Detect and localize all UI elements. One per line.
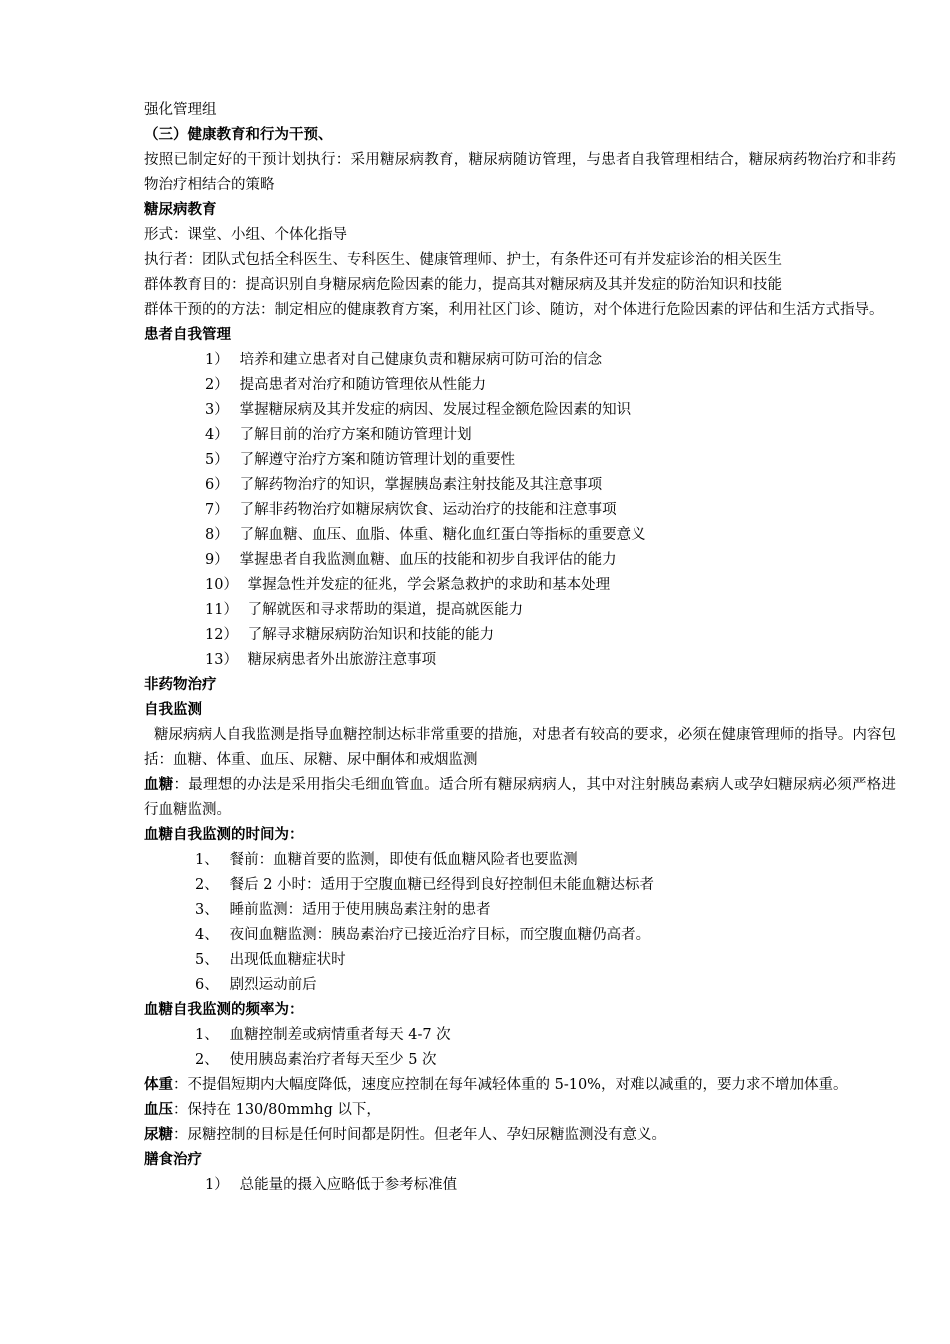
list-item: 6、 剧烈运动前后 — [195, 977, 317, 993]
heading-non-drug-therapy: 非药物治疗 — [144, 677, 217, 693]
heading-self-management: 患者自我管理 — [144, 327, 231, 343]
list-item: 4） 了解目前的治疗方案和随访管理计划 — [205, 427, 472, 443]
list-item: 7） 了解非药物治疗如糖尿病饮食、运动治疗的技能和注意事项 — [205, 502, 617, 518]
list-item: 9） 掌握患者自我监测血糖、血压的技能和初步自我评估的能力 — [205, 552, 617, 568]
monitoring-frequency-list — [144, 1023, 896, 1073]
monitoring-time-list — [144, 848, 896, 998]
list-item: 10） 掌握急性并发症的征兆，学会紧急救护的求助和基本处理 — [205, 577, 611, 593]
self-management-list — [144, 348, 896, 673]
heading-diet-therapy: 膳食治疗 — [144, 1152, 202, 1168]
paragraph-weight: 体重：不提倡短期内大幅度降低，速度应控制在每年减轻体重的 5-10%，对难以减重的，要力求不增加体重。 — [144, 1077, 848, 1093]
line-group-goal: 群体教育目的：提高识别自身糖尿病危险因素的能力，提高其对糖尿病及其并发症的防治知识和技能 — [144, 277, 782, 293]
line-urine-glucose: 尿糖：尿糖控制的目标是任何时间都是阴性。但老年人、孕妇尿糖监测没有意义。 — [144, 1127, 666, 1143]
list-item: 2、 使用胰岛素治疗者每天至少 5 次 — [195, 1052, 437, 1068]
document-page — [144, 98, 896, 1198]
list-item: 5） 了解遵守治疗方案和随访管理计划的重要性 — [205, 452, 516, 468]
list-item: 11） 了解就医和寻求帮助的渠道，提高就医能力 — [205, 602, 524, 618]
line-blood-pressure: 血压：保持在 130/80mmhg 以下， — [144, 1102, 381, 1118]
list-item: 8） 了解血糖、血压、血脂、体重、糖化血红蛋白等指标的重要意义 — [205, 527, 646, 543]
line-format: 形式：课堂、小组、个体化指导 — [144, 227, 347, 243]
list-item: 13） 糖尿病患者外出旅游注意事项 — [205, 652, 437, 668]
list-item: 4、 夜间血糖监测：胰岛素治疗已接近治疗目标，而空腹血糖仍高者。 — [195, 927, 651, 943]
line-executors: 执行者：团队式包括全科医生、专科医生、健康管理师、护士，有条件还可有并发症诊治的相关医生 — [144, 252, 782, 268]
heading-diabetes-education: 糖尿病教育 — [144, 202, 217, 218]
heading-self-monitoring: 自我监测 — [144, 702, 202, 718]
list-item: 5、 出现低血糖症状时 — [195, 952, 346, 968]
list-item: 3、 睡前监测：适用于使用胰岛素注射的患者 — [195, 902, 491, 918]
list-item: 2） 提高患者对治疗和随访管理依从性能力 — [205, 377, 487, 393]
diet-list — [144, 1173, 896, 1198]
list-item: 1、 血糖控制差或病情重者每天 4-7 次 — [195, 1027, 451, 1043]
list-item: 3） 掌握糖尿病及其并发症的病因、发展过程金额危险因素的知识 — [205, 402, 632, 418]
list-item: 1） 培养和建立患者对自己健康负责和糖尿病可防可治的信念 — [205, 352, 603, 368]
paragraph-plan: 按照已制定好的干预计划执行：采用糖尿病教育，糖尿病随访管理，与患者自我管理相结合，糖尿病药物治疗和非药物治疗相结合的策略 — [144, 152, 896, 193]
paragraph-group-method: 群体干预的的方法：制定相应的健康教育方案，利用社区门诊、随访，对个体进行危险因素的评估和生活方式指导。 — [144, 302, 884, 318]
list-item: 12） 了解寻求糖尿病防治知识和技能的能力 — [205, 627, 495, 643]
heading-monitoring-time: 血糖自我监测的时间为： — [144, 827, 304, 843]
heading-monitoring-frequency: 血糖自我监测的频率为： — [144, 1002, 304, 1018]
paragraph-blood-glucose: 血糖：最理想的办法是采用指尖毛细血管血。适合所有糖尿病病人，其中对注射胰岛素病人或孕妇糖尿病必须严格进行血糖监测。 — [144, 777, 896, 818]
list-item: 6） 了解药物治疗的知识，掌握胰岛素注射技能及其注意事项 — [205, 477, 603, 493]
intro-line: 强化管理组 — [144, 102, 217, 118]
list-item: 1、 餐前：血糖首要的监测，即使有低血糖风险者也要监测 — [195, 852, 578, 868]
paragraph-self-monitoring: 糖尿病病人自我监测是指导血糖控制达标非常重要的措施，对患者有较高的要求，必须在健康管理师的指导。内容包括：血糖、体重、血压、尿糖、尿中酮体和戒烟监测 — [144, 727, 896, 768]
list-item: 2、 餐后 2 小时：适用于空腹血糖已经得到良好控制但未能血糖达标者 — [195, 877, 655, 893]
list-item: 1） 总能量的摄入应略低于参考标准值 — [205, 1177, 458, 1193]
section-heading-health-education: （三）健康教育和行为干预、 — [144, 127, 333, 143]
